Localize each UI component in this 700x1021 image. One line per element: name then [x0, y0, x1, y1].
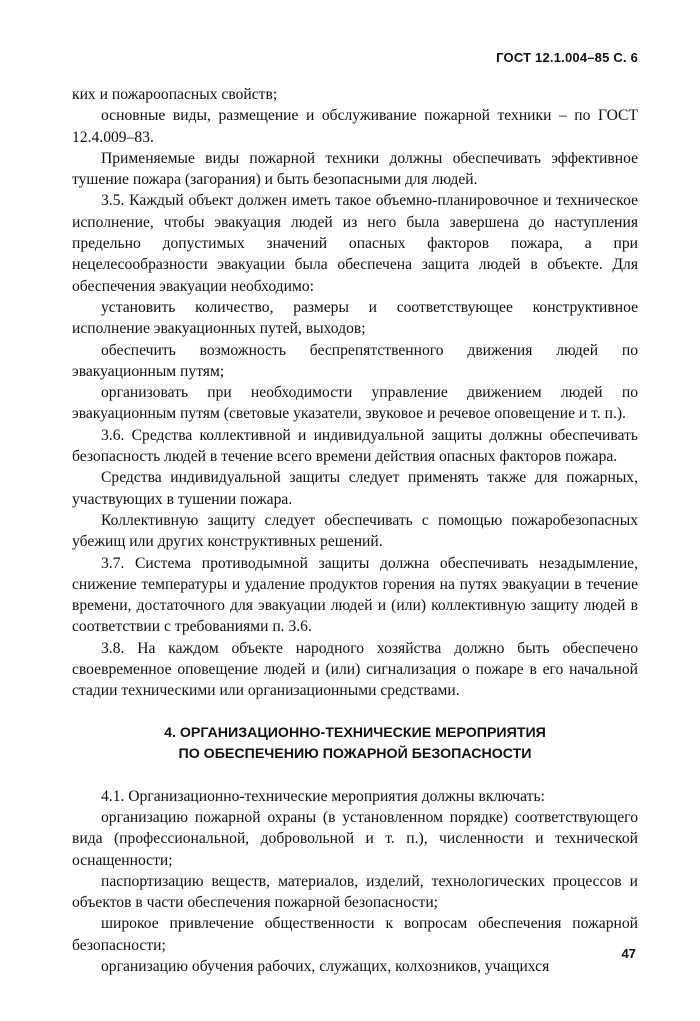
- paragraph: обеспечить возможность беспрепятственного движения людей по эвакуационным путям;: [72, 341, 638, 380]
- paragraph: паспортизацию веществ, материалов, изделий, технологических процессов и объектов в части обеспечения пожарной безопасности;: [72, 872, 638, 912]
- paragraph: основные виды, размещение и обслуживание пожарной техники – по ГОСТ 12.4.009–83.: [72, 107, 638, 146]
- body-text: [72, 84, 638, 977]
- paragraph-clause-3-8: 3.8. На каждом объекте народного хозяйства должно быть обеспечено своевременное оповещение людей и (или) сигнализация о пожаре в его начальной стадии техническими или организационными средствами.: [72, 639, 638, 700]
- paragraph: организовать при необходимости управление движением людей по эвакуационным путям (световые указатели, звуковое и речевое оповещение и т. п.).: [72, 384, 638, 423]
- paragraph-continuation: ких и пожароопасных свойств;: [72, 86, 278, 103]
- paragraph: широкое привлечение общественности к вопросам обеспечения пожарной безопасности;: [72, 915, 638, 954]
- section-heading: [72, 723, 638, 765]
- running-header: ГОСТ 12.1.004–85 С. 6: [496, 50, 638, 65]
- paragraph: установить количество, размеры и соответствующее конструктивное исполнение эвакуационных путей, выходов;: [72, 298, 638, 338]
- section-heading-line-2: ПО ОБЕСПЕЧЕНИЮ ПОЖАРНОЙ БЕЗОПАСНОСТИ: [178, 745, 532, 762]
- paragraph-clause-3-7: 3.7. Система противодымной защиты должна обеспечивать незадымление, снижение температуры и удаление продуктов горения на путях эвакуации в течение времени, достаточного для эвакуации людей и (или) коллективную защиту людей в соответствии с требованиями п. 3.6.: [72, 554, 638, 636]
- paragraph-continued: организацию обучения рабочих, служащих, колхозников, учащихся: [101, 957, 550, 975]
- paragraph-clause-4-1: 4.1. Организационно-технические мероприятия должны включать:: [101, 787, 545, 805]
- paragraph-clause-3-5: 3.5. Каждый объект должен иметь такое объемно-планировочное и техническое исполнение, чтобы эвакуация людей из него была завершена до наступления предельно допустимых значений опасных факторов пожара, а при нецелесообразности эвакуации была обеспечена защита людей в объекте. Для обеспечения эвакуации необходимо:: [72, 192, 638, 295]
- page-number: 47: [621, 946, 636, 961]
- paragraph: Коллективную защиту следует обеспечивать с помощью пожаробезопасных убежищ или других конструктивных решений.: [72, 511, 638, 551]
- paragraph: Применяемые виды пожарной техники должны обеспечивать эффективное тушение пожара (загорания) и быть безопасными для людей.: [72, 149, 638, 189]
- paragraph-clause-3-6: 3.6. Средства коллективной и индивидуальной защиты должны обеспечивать безопасность людей в течение всего времени действия опасных факторов пожара.: [72, 426, 638, 466]
- section-heading-line-1: 4. ОРГАНИЗАЦИОННО-ТЕХНИЧЕСКИЕ МЕРОПРИЯТИЯ: [164, 724, 546, 741]
- paragraph: Средства индивидуальной защиты следует применять также для пожарных, участвующих в тушении пожара.: [72, 469, 638, 508]
- paragraph: организацию пожарной охраны (в установленном порядке) соответствующего вида (профессиональной, добровольной и т. п.), численности и технической оснащенности;: [72, 808, 638, 869]
